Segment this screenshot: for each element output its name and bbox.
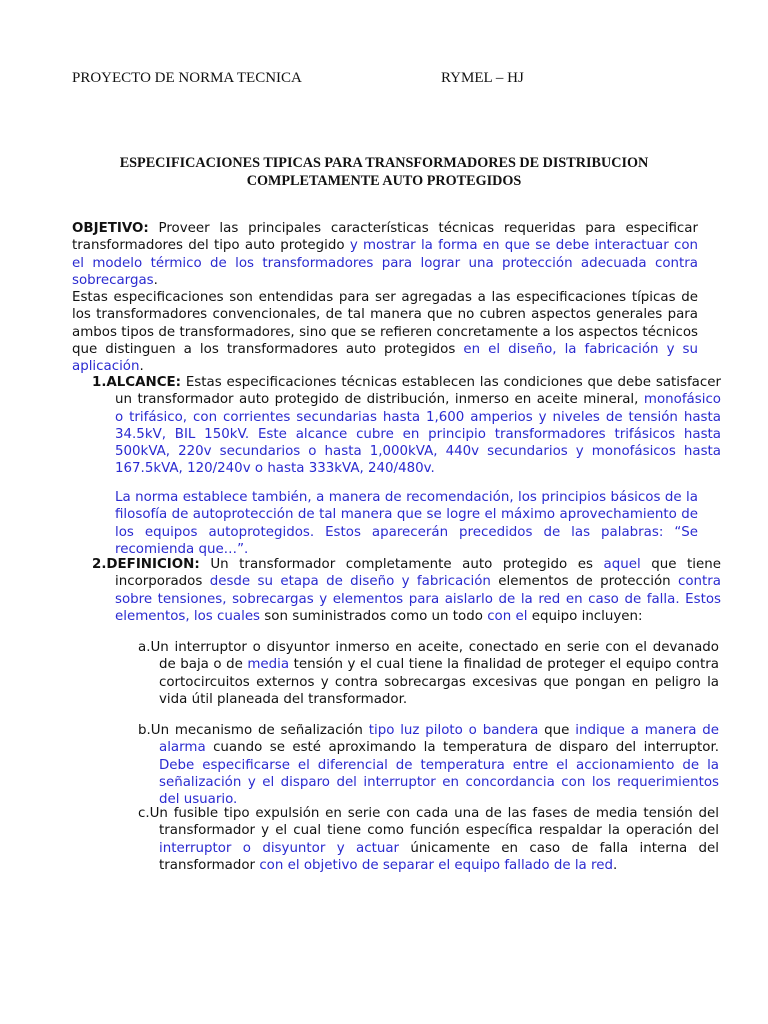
objetivo-text: Proveer las principales características técnicas requeridas para especificar transformadores del tipo auto protegido xyxy=(72,221,698,254)
item-b-text-3: cuando se esté aproximando la temperatura de disparo del interruptor. xyxy=(205,740,719,756)
definicion-text-2: que tiene incorporados xyxy=(115,557,721,590)
header-right: RYMEL – HJ xyxy=(441,70,524,86)
list-item-b xyxy=(138,722,719,808)
item-b-text-2: que xyxy=(538,723,576,738)
document-title xyxy=(72,154,696,190)
item-a-revision-1: media xyxy=(247,657,290,673)
alcance-text: Estas especificaciones técnicas establecen las condiciones que debe satisfacer un transformador auto protegido de distribución, inmerso en aceite mineral, xyxy=(115,375,721,408)
item-a-text-2: tensión y el cual tiene la finalidad de proteger el equipo contra cortocircuitos externos y contra sobrecargas excesivas que pongan en peligro la vida útil planeada del transformador. xyxy=(159,657,719,707)
header-left: PROYECTO DE NORMA TECNICA xyxy=(72,70,302,86)
definicion-text-4: son suministrados como un todo xyxy=(260,608,488,624)
definicion-text-5: equipo incluyen: xyxy=(527,608,643,624)
definicion-text-3: elementos de protección xyxy=(490,574,678,590)
item-a-marker: a. xyxy=(138,640,151,655)
item-c-marker: c. xyxy=(138,806,150,821)
definicion-label: 2.DEFINICION: xyxy=(92,557,200,572)
item-a-text-1: Un interruptor o disyuntor inmerso en aceite, conectado en serie con el devanado de baja o de xyxy=(150,640,719,673)
definicion-revision-4: con el xyxy=(487,608,528,624)
definicion-revision-2: desde su etapa de diseño y fabricación xyxy=(209,574,491,590)
list-item-a xyxy=(138,639,719,708)
alcance-section xyxy=(92,374,721,478)
objetivo-label: OBJETIVO: xyxy=(72,221,149,236)
item-c-text-1: Un fusible tipo expulsión en serie con cada una de las fases de media tensión del transformador y el cual tiene como función específica respaldar la operación del xyxy=(149,806,719,839)
intro-text: Estas especificaciones son entendidas para ser agregadas a las especificaciones típicas de los transformadores convencionales, de tal manera que no cubren aspectos generales para ambos tipos de transformadores, sino que se refieren concretamente a los aspectos técnicos que distinguen a los transformadores auto protegidos xyxy=(72,290,698,357)
objetivo-paragraph xyxy=(72,220,698,289)
objetivo-revision: y mostrar la forma en que se debe interactuar con el modelo térmico de los transformadores para lograr una protección adecuada contra sobrecargas xyxy=(72,238,698,288)
item-c-revision-2: con el objetivo de separar el equipo fallado de la red xyxy=(259,857,613,873)
objetivo-end: . xyxy=(153,272,158,288)
item-b-revision-2: indique a manera de alarma xyxy=(159,723,719,756)
title-line-1: ESPECIFICACIONES TIPICAS PARA TRANSFORMADORES DE DISTRIBUCION xyxy=(119,155,649,171)
intro-revision: en el diseño, la fabricación y su aplicación xyxy=(72,341,698,375)
definicion-revision-3: contra sobre tensiones, sobrecargas y elementos para aislarlo de la red en caso de falla. Estos elementos, los cuales xyxy=(115,574,722,624)
intro-end: . xyxy=(139,359,144,375)
alcance-note: La norma establece también, a manera de recomendación, los principios básicos de la filosofía de autoprotección de tal manera que se logre el máximo aprovechamiento de los equipos autoprotegidos. Estos aparecerán precedidos de las palabras: “Se recomienda que…”. xyxy=(115,490,698,557)
definicion-revision-1: aquel xyxy=(603,557,641,572)
item-b-revision-1: tipo luz piloto o bandera xyxy=(368,723,539,738)
intro-paragraph xyxy=(72,289,698,375)
item-b-revision-3: Debe especificarse el diferencial de temperatura entre el accionamiento de la señalización y el disparo del interruptor en concordancia con los requerimientos del usuario. xyxy=(159,757,719,808)
item-b-text-1: Un mecanismo de señalización xyxy=(150,723,369,738)
alcance-revision: monofásico o trifásico, con corrientes secundarias hasta 1,600 amperios y niveles de tensión hasta 34.5kV, BIL 150kV. Este alcance cubre en principio transformadores trifásicos hasta 500kVA, 220v secundarios o hasta 1,000kVA, 440v secundarios y monofásicos hasta 167.5kVA, 120/240v o hasta 333kVA, 240/480v. xyxy=(115,392,721,477)
item-c-text-2: únicamente en caso de falla interna del transformador xyxy=(159,840,720,873)
definicion-section xyxy=(92,556,721,625)
definicion-text-1: Un transformador completamente auto protegido es xyxy=(199,557,604,572)
list-item-c xyxy=(138,805,719,874)
item-c-text-3: . xyxy=(612,857,618,873)
item-b-marker: b. xyxy=(138,723,151,738)
item-c-revision-1: interruptor o disyuntor y actuar xyxy=(159,840,400,856)
title-line-2: COMPLETAMENTE AUTO PROTEGIDOS xyxy=(246,173,522,189)
alcance-label: 1.ALCANCE: xyxy=(92,375,182,390)
